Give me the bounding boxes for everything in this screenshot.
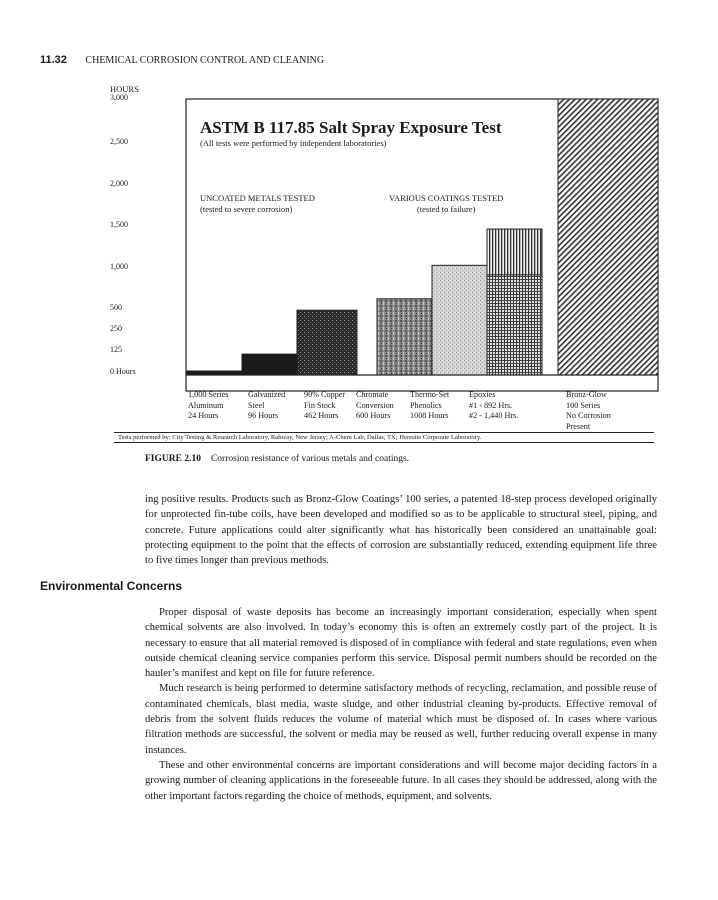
category-label-line: Chromate — [356, 390, 389, 399]
bar — [558, 99, 658, 375]
category-label-line: Epoxies — [469, 390, 496, 399]
figure-caption-text: Corrosion resistance of various metals and coatings. — [210, 454, 410, 464]
figure-credit: Tests performed by: City Testing & Research Laboratory, Rahway, New Jersey; A-Chem Lab, Dallas, TX; Heresite Corporate Laboratory. — [114, 432, 654, 443]
category-label — [188, 390, 228, 422]
category-label-line: 96 Hours — [248, 411, 279, 420]
figure-label: FIGURE 2.10 — [145, 454, 201, 464]
y-tick-label: 3,000 — [110, 93, 128, 102]
bar — [297, 310, 357, 375]
category-label-line: Present — [566, 421, 591, 431]
category-label-line: #2 - 1,440 Hrs. — [469, 411, 519, 420]
y-axis-label: HOURS — [110, 84, 139, 94]
category-label — [566, 390, 611, 432]
category-label-line: Thermo-Set — [410, 390, 450, 399]
body-paragraph: Proper disposal of waste deposits has become an increasingly important consideration, especially when spent chemical solvents are also involved. In today’s economy this is often an extremely costly part of the project. It is necessary to ensure that all material removed is disposed of in compliance with federal and state regulations, even when outside chemical cleaning service companies perform this service. Disposal permit numbers should be recorded on the hauler’s manifest and kept on file for future reference. — [145, 607, 657, 680]
bar-epoxy-1 — [487, 275, 542, 375]
group-label-coatings — [389, 193, 503, 215]
body-paragraph: ing positive results. Products such as Bronz-Glow Coatings’ 100 series, a patented 18-step process developed originally for unprotected fin-tube coils, have been developed and modified so as to be applicable to structural steel, piping, and concrete. Future applications could alter significantly what has historically been considered an unattainable goal: protecting equipment to the point that the effects of corrosion are substantially reduced, extending equipment life three to five times longer than previous methods. — [145, 494, 657, 567]
chart — [0, 0, 718, 440]
group-title: UNCOATED METALS TESTED — [200, 193, 315, 203]
category-label-line: Conversion — [356, 400, 394, 410]
group-label-uncoated — [200, 193, 315, 215]
category-label-line: 90% Copper — [304, 390, 346, 399]
bar — [242, 354, 297, 375]
category-label-line: Fin Stock — [304, 400, 336, 410]
body-paragraph: Much research is being performed to determine satisfactory methods of recycling, reclamation, and possible reuse of contaminated chemicals, blast media, waste sludge, and other industrial cleaning by-products. Effective removal of debris from the solvent fluids reduces the volume of material which must be disposed of. In cases where various filtration methods are successful, the solvent or media may be reused as well, further reducing overall expense in many instances. — [145, 683, 657, 756]
y-tick-label: 1,500 — [110, 220, 128, 229]
category-label-line: Galvanized — [248, 390, 286, 399]
section-heading: Environmental Concerns — [40, 579, 183, 593]
running-head-title: CHEMICAL CORROSION CONTROL AND CLEANING — [85, 55, 325, 66]
figure-caption — [145, 454, 409, 464]
category-label — [248, 390, 285, 422]
category-label — [410, 390, 449, 422]
category-label-line: Bronz-Glow — [566, 390, 607, 399]
category-label — [469, 390, 518, 422]
group-title: VARIOUS COATINGS TESTED — [389, 193, 504, 203]
y-tick-label: 2,000 — [110, 179, 128, 188]
category-label-line: 600 Hours — [356, 411, 391, 420]
group-subtitle: (tested to failure) — [416, 204, 476, 214]
bar — [377, 299, 432, 375]
category-label-line: No Corrosion — [566, 411, 611, 420]
y-tick-label: 125 — [110, 345, 122, 354]
category-label-line: 1,000 Series — [188, 390, 229, 399]
bar — [432, 265, 487, 375]
y-tick-label: 0 Hours — [110, 367, 136, 376]
group-subtitle: (tested to severe corrosion) — [200, 204, 293, 214]
chart-title: ASTM B 117.85 Salt Spray Exposure Test — [200, 118, 502, 137]
category-label — [304, 390, 345, 422]
category-label-line: Steel — [248, 400, 265, 410]
category-label-line: 24 Hours — [188, 411, 219, 420]
y-tick-label: 2,500 — [110, 137, 128, 146]
section-body — [145, 605, 657, 804]
category-label-line: 462 Hours — [304, 411, 339, 420]
page-number: 11.32 — [40, 54, 67, 66]
category-label-line: 100 Series — [566, 400, 601, 410]
category-label-line: #1 - 892 Hrs. — [469, 400, 513, 410]
category-label — [356, 390, 394, 422]
y-tick-label: 500 — [110, 303, 122, 312]
category-label-line: Aluminum — [188, 400, 224, 410]
category-label-line: Phenolics — [410, 400, 442, 410]
y-tick-label: 1,000 — [110, 262, 128, 271]
category-label-line: 1008 Hours — [410, 411, 449, 420]
body-paragraph: These and other environmental concerns are important considerations and will become major deciding factors in a growing number of cleaning applications in the foreseeable future. In all cases they should be addressed, along with the other important factors regarding the choice of methods, equipment, and solvents. — [145, 759, 657, 802]
y-tick-label: 250 — [110, 324, 122, 333]
chart-subtitle: (All tests were performed by independent laboratories) — [200, 138, 387, 148]
